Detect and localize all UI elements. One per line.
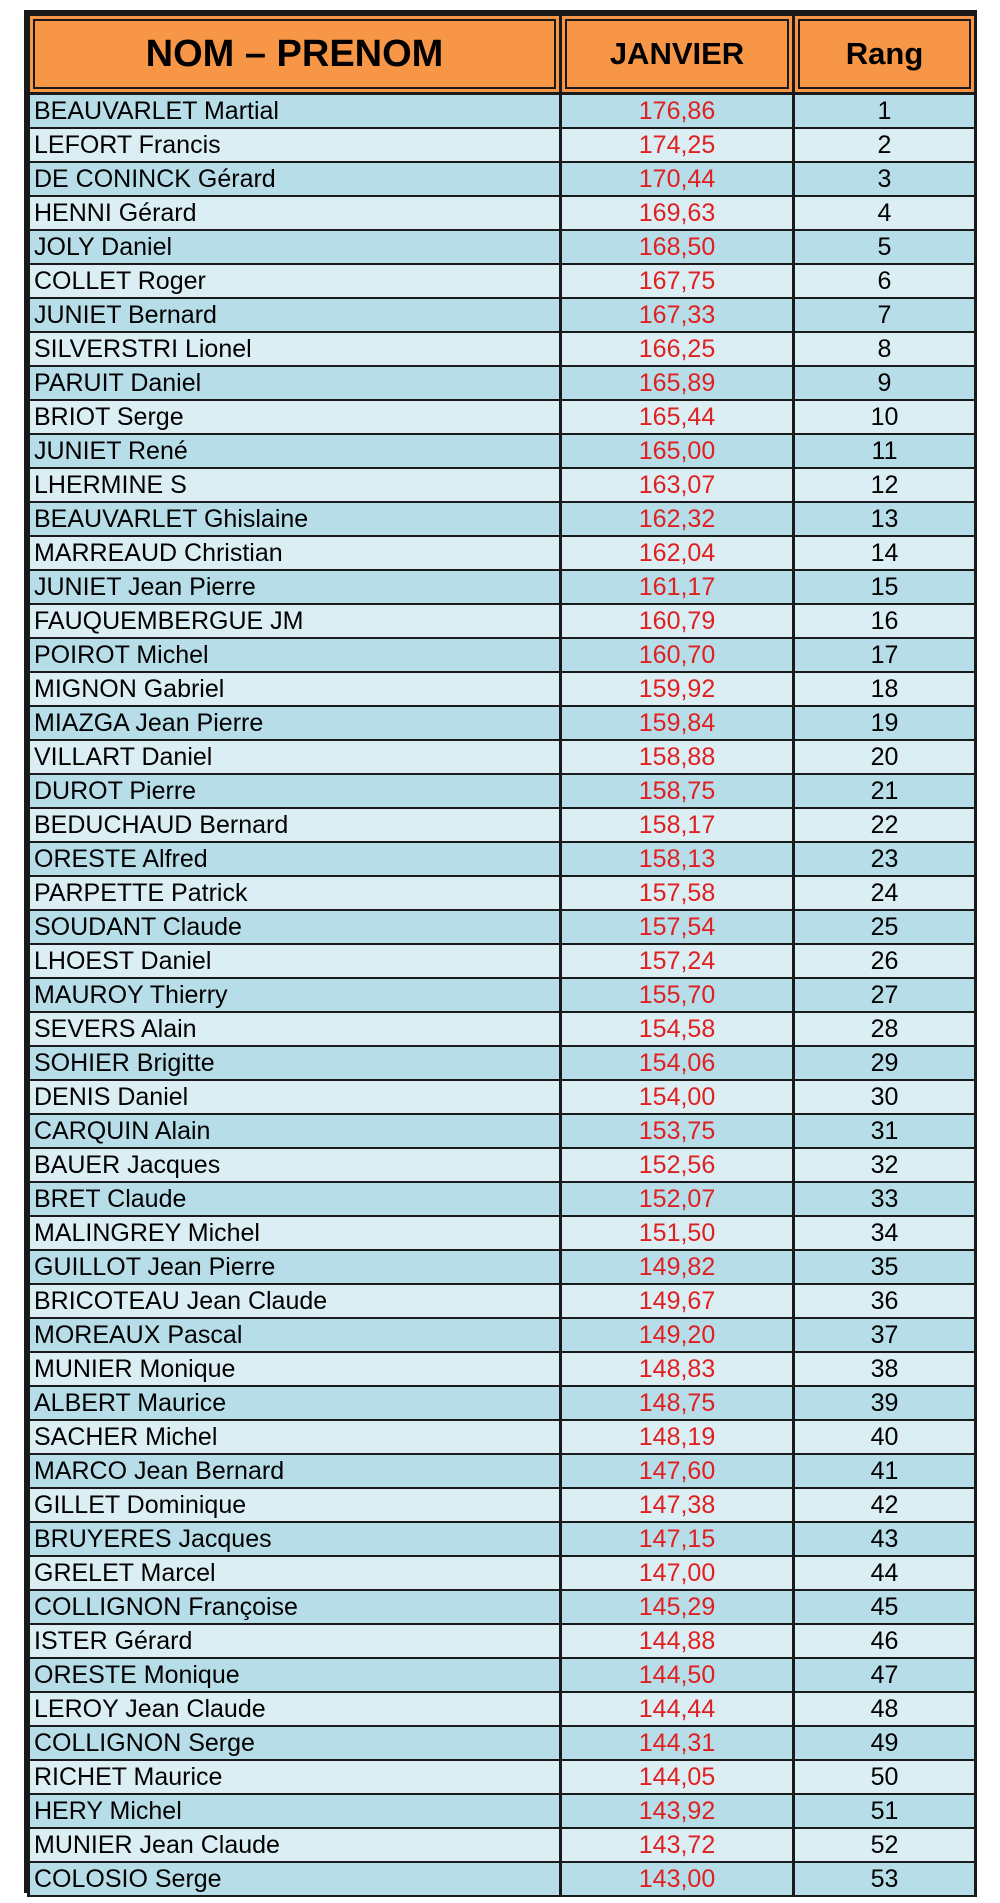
rank-cell: 5 <box>794 230 976 264</box>
name-cell: MARCO Jean Bernard <box>29 1454 561 1488</box>
table-row <box>29 1148 976 1182</box>
janvier-score-cell: 143,92 <box>561 1794 794 1828</box>
name-cell: GRELET Marcel <box>29 1556 561 1590</box>
table-row <box>29 774 976 808</box>
janvier-score-cell: 148,75 <box>561 1386 794 1420</box>
rank-cell: 28 <box>794 1012 976 1046</box>
rank-cell: 6 <box>794 264 976 298</box>
name-cell: ORESTE Alfred <box>29 842 561 876</box>
rank-cell: 16 <box>794 604 976 638</box>
rank-cell: 25 <box>794 910 976 944</box>
janvier-score-cell: 143,00 <box>561 1862 794 1896</box>
table-row <box>29 1590 976 1624</box>
table-header <box>29 15 976 94</box>
janvier-score-cell: 157,54 <box>561 910 794 944</box>
name-cell: MARREAUD Christian <box>29 536 561 570</box>
name-cell: SOUDANT Claude <box>29 910 561 944</box>
name-cell: DE CONINCK Gérard <box>29 162 561 196</box>
rank-cell: 18 <box>794 672 976 706</box>
janvier-score-cell: 161,17 <box>561 570 794 604</box>
name-cell: SEVERS Alain <box>29 1012 561 1046</box>
rank-cell: 10 <box>794 400 976 434</box>
name-cell: LHERMINE S <box>29 468 561 502</box>
rank-cell: 8 <box>794 332 976 366</box>
janvier-score-cell: 148,19 <box>561 1420 794 1454</box>
janvier-score-cell: 145,29 <box>561 1590 794 1624</box>
name-cell: LHOEST Daniel <box>29 944 561 978</box>
rank-cell: 33 <box>794 1182 976 1216</box>
table-row <box>29 1862 976 1896</box>
name-cell: ALBERT Maurice <box>29 1386 561 1420</box>
janvier-score-cell: 147,00 <box>561 1556 794 1590</box>
table-row <box>29 604 976 638</box>
name-cell: JOLY Daniel <box>29 230 561 264</box>
janvier-score-cell: 165,44 <box>561 400 794 434</box>
table-row <box>29 1046 976 1080</box>
name-cell: BAUER Jacques <box>29 1148 561 1182</box>
janvier-score-cell: 157,58 <box>561 876 794 910</box>
name-cell: JUNIET Jean Pierre <box>29 570 561 604</box>
rank-cell: 15 <box>794 570 976 604</box>
table-row <box>29 944 976 978</box>
name-cell: BRIOT Serge <box>29 400 561 434</box>
name-cell: BRET Claude <box>29 1182 561 1216</box>
name-cell: MAUROY Thierry <box>29 978 561 1012</box>
rank-cell: 45 <box>794 1590 976 1624</box>
table-row <box>29 1318 976 1352</box>
rank-cell: 51 <box>794 1794 976 1828</box>
table-row <box>29 128 976 162</box>
janvier-score-cell: 158,13 <box>561 842 794 876</box>
janvier-score-cell: 160,70 <box>561 638 794 672</box>
rank-cell: 37 <box>794 1318 976 1352</box>
janvier-score-cell: 144,50 <box>561 1658 794 1692</box>
name-cell: GUILLOT Jean Pierre <box>29 1250 561 1284</box>
table-row <box>29 1182 976 1216</box>
rank-cell: 26 <box>794 944 976 978</box>
janvier-score-cell: 168,50 <box>561 230 794 264</box>
janvier-score-cell: 165,00 <box>561 434 794 468</box>
janvier-score-cell: 169,63 <box>561 196 794 230</box>
rank-cell: 36 <box>794 1284 976 1318</box>
table-row <box>29 1420 976 1454</box>
table-body <box>29 94 976 1897</box>
janvier-score-cell: 147,60 <box>561 1454 794 1488</box>
name-cell: COLLIGNON Serge <box>29 1726 561 1760</box>
janvier-score-cell: 166,25 <box>561 332 794 366</box>
name-cell: LEFORT Francis <box>29 128 561 162</box>
janvier-score-cell: 162,04 <box>561 536 794 570</box>
rank-cell: 38 <box>794 1352 976 1386</box>
name-cell: DUROT Pierre <box>29 774 561 808</box>
name-cell: COLOSIO Serge <box>29 1862 561 1896</box>
name-cell: BRUYERES Jacques <box>29 1522 561 1556</box>
rank-cell: 50 <box>794 1760 976 1794</box>
rank-cell: 30 <box>794 1080 976 1114</box>
table-row <box>29 570 976 604</box>
janvier-score-cell: 154,00 <box>561 1080 794 1114</box>
name-cell: HENNI Gérard <box>29 196 561 230</box>
table-row <box>29 910 976 944</box>
rank-cell: 7 <box>794 298 976 332</box>
name-cell: MIAZGA Jean Pierre <box>29 706 561 740</box>
rank-cell: 41 <box>794 1454 976 1488</box>
janvier-score-cell: 163,07 <box>561 468 794 502</box>
rank-cell: 42 <box>794 1488 976 1522</box>
janvier-score-cell: 149,20 <box>561 1318 794 1352</box>
rank-cell: 39 <box>794 1386 976 1420</box>
table-row <box>29 1454 976 1488</box>
rank-cell: 11 <box>794 434 976 468</box>
janvier-score-cell: 144,05 <box>561 1760 794 1794</box>
rank-cell: 17 <box>794 638 976 672</box>
janvier-score-cell: 167,33 <box>561 298 794 332</box>
janvier-score-cell: 154,06 <box>561 1046 794 1080</box>
rank-cell: 3 <box>794 162 976 196</box>
column-header-janvier: JANVIER <box>561 15 794 94</box>
janvier-score-cell: 155,70 <box>561 978 794 1012</box>
table-row <box>29 468 976 502</box>
table-row <box>29 1828 976 1862</box>
name-cell: JUNIET René <box>29 434 561 468</box>
rank-cell: 40 <box>794 1420 976 1454</box>
janvier-score-cell: 144,88 <box>561 1624 794 1658</box>
janvier-score-cell: 154,58 <box>561 1012 794 1046</box>
name-cell: MALINGREY Michel <box>29 1216 561 1250</box>
column-header-rang: Rang <box>794 15 976 94</box>
janvier-score-cell: 152,56 <box>561 1148 794 1182</box>
table-row <box>29 672 976 706</box>
rank-cell: 27 <box>794 978 976 1012</box>
table-row <box>29 1760 976 1794</box>
table-row <box>29 366 976 400</box>
janvier-score-cell: 158,17 <box>561 808 794 842</box>
name-cell: PARUIT Daniel <box>29 366 561 400</box>
janvier-score-cell: 174,25 <box>561 128 794 162</box>
rank-cell: 22 <box>794 808 976 842</box>
column-header-name: NOM – PRENOM <box>29 15 561 94</box>
name-cell: MOREAUX Pascal <box>29 1318 561 1352</box>
table-row <box>29 1352 976 1386</box>
janvier-score-cell: 165,89 <box>561 366 794 400</box>
table-row <box>29 638 976 672</box>
rank-cell: 34 <box>794 1216 976 1250</box>
table-row <box>29 1386 976 1420</box>
rank-cell: 19 <box>794 706 976 740</box>
rank-cell: 46 <box>794 1624 976 1658</box>
janvier-score-cell: 159,92 <box>561 672 794 706</box>
table-row <box>29 1522 976 1556</box>
name-cell: BRICOTEAU Jean Claude <box>29 1284 561 1318</box>
name-cell: PARPETTE Patrick <box>29 876 561 910</box>
table-row <box>29 434 976 468</box>
name-cell: COLLET Roger <box>29 264 561 298</box>
table-row <box>29 1556 976 1590</box>
table-row <box>29 978 976 1012</box>
name-cell: SOHIER Brigitte <box>29 1046 561 1080</box>
rank-cell: 21 <box>794 774 976 808</box>
janvier-score-cell: 157,24 <box>561 944 794 978</box>
janvier-score-cell: 149,67 <box>561 1284 794 1318</box>
rank-cell: 31 <box>794 1114 976 1148</box>
rank-cell: 47 <box>794 1658 976 1692</box>
name-cell: MUNIER Jean Claude <box>29 1828 561 1862</box>
janvier-score-cell: 143,72 <box>561 1828 794 1862</box>
table-row <box>29 196 976 230</box>
rank-cell: 12 <box>794 468 976 502</box>
janvier-score-cell: 158,75 <box>561 774 794 808</box>
rank-cell: 29 <box>794 1046 976 1080</box>
name-cell: ORESTE Monique <box>29 1658 561 1692</box>
table-row <box>29 1624 976 1658</box>
table-row <box>29 1250 976 1284</box>
name-cell: BEDUCHAUD Bernard <box>29 808 561 842</box>
table-row <box>29 94 976 129</box>
table-row <box>29 1726 976 1760</box>
janvier-score-cell: 147,38 <box>561 1488 794 1522</box>
name-cell: POIROT Michel <box>29 638 561 672</box>
table-row <box>29 1692 976 1726</box>
table-row <box>29 400 976 434</box>
janvier-score-cell: 162,32 <box>561 502 794 536</box>
table-row <box>29 264 976 298</box>
rank-cell: 23 <box>794 842 976 876</box>
table-row <box>29 740 976 774</box>
table-row <box>29 298 976 332</box>
rank-cell: 13 <box>794 502 976 536</box>
table-row <box>29 1488 976 1522</box>
rank-cell: 1 <box>794 94 976 129</box>
table-row <box>29 230 976 264</box>
name-cell: ISTER Gérard <box>29 1624 561 1658</box>
table-row <box>29 332 976 366</box>
name-cell: SACHER Michel <box>29 1420 561 1454</box>
table-row <box>29 502 976 536</box>
name-cell: COLLIGNON Françoise <box>29 1590 561 1624</box>
rank-cell: 4 <box>794 196 976 230</box>
rank-cell: 49 <box>794 1726 976 1760</box>
rank-cell: 35 <box>794 1250 976 1284</box>
rank-cell: 14 <box>794 536 976 570</box>
rank-cell: 32 <box>794 1148 976 1182</box>
janvier-score-cell: 159,84 <box>561 706 794 740</box>
rank-cell: 52 <box>794 1828 976 1862</box>
table-row <box>29 1216 976 1250</box>
table-row <box>29 1114 976 1148</box>
name-cell: JUNIET Bernard <box>29 298 561 332</box>
table-row <box>29 1794 976 1828</box>
rank-cell: 24 <box>794 876 976 910</box>
janvier-score-cell: 170,44 <box>561 162 794 196</box>
name-cell: BEAUVARLET Martial <box>29 94 561 129</box>
janvier-score-cell: 147,15 <box>561 1522 794 1556</box>
rank-cell: 20 <box>794 740 976 774</box>
rank-cell: 44 <box>794 1556 976 1590</box>
name-cell: GILLET Dominique <box>29 1488 561 1522</box>
name-cell: BEAUVARLET Ghislaine <box>29 502 561 536</box>
rank-cell: 48 <box>794 1692 976 1726</box>
table-row <box>29 1658 976 1692</box>
ranking-table-grid <box>27 13 977 1897</box>
name-cell: FAUQUEMBERGUE JM <box>29 604 561 638</box>
rank-cell: 53 <box>794 1862 976 1896</box>
table-row <box>29 808 976 842</box>
name-cell: RICHET Maurice <box>29 1760 561 1794</box>
janvier-score-cell: 160,79 <box>561 604 794 638</box>
janvier-score-cell: 149,82 <box>561 1250 794 1284</box>
janvier-score-cell: 153,75 <box>561 1114 794 1148</box>
name-cell: LEROY Jean Claude <box>29 1692 561 1726</box>
table-row <box>29 706 976 740</box>
janvier-score-cell: 144,31 <box>561 1726 794 1760</box>
name-cell: VILLART Daniel <box>29 740 561 774</box>
rank-cell: 9 <box>794 366 976 400</box>
janvier-score-cell: 151,50 <box>561 1216 794 1250</box>
janvier-score-cell: 158,88 <box>561 740 794 774</box>
janvier-score-cell: 144,44 <box>561 1692 794 1726</box>
janvier-score-cell: 148,83 <box>561 1352 794 1386</box>
table-row <box>29 536 976 570</box>
name-cell: DENIS Daniel <box>29 1080 561 1114</box>
table-row <box>29 1284 976 1318</box>
janvier-score-cell: 167,75 <box>561 264 794 298</box>
name-cell: MUNIER Monique <box>29 1352 561 1386</box>
name-cell: CARQUIN Alain <box>29 1114 561 1148</box>
table-row <box>29 162 976 196</box>
table-row <box>29 842 976 876</box>
janvier-score-cell: 152,07 <box>561 1182 794 1216</box>
header-row <box>29 15 976 94</box>
rank-cell: 43 <box>794 1522 976 1556</box>
table-row <box>29 876 976 910</box>
name-cell: MIGNON Gabriel <box>29 672 561 706</box>
janvier-score-cell: 176,86 <box>561 94 794 129</box>
rank-cell: 2 <box>794 128 976 162</box>
name-cell: SILVERSTRI Lionel <box>29 332 561 366</box>
table-row <box>29 1080 976 1114</box>
name-cell: HERY Michel <box>29 1794 561 1828</box>
table-row <box>29 1012 976 1046</box>
ranking-table <box>24 10 977 1893</box>
